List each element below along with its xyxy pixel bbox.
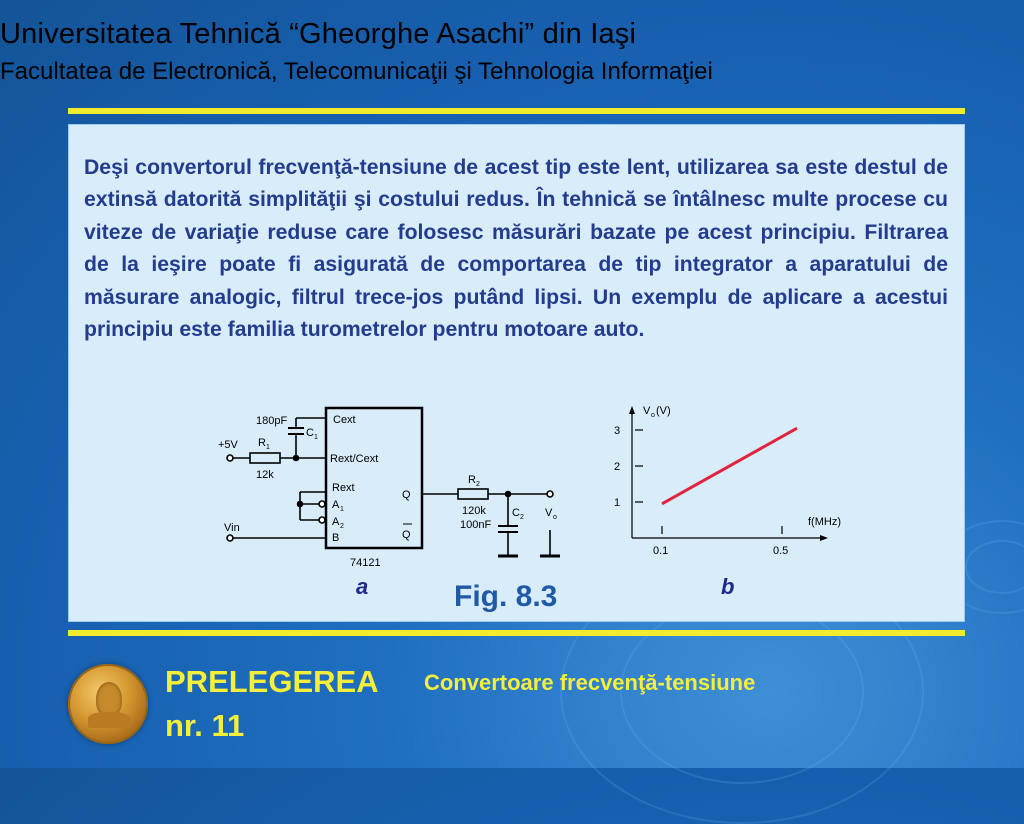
faculty-subtitle: Facultatea de Electronică, Telecomunicaţii şi Tehnologia Informaţiei: [0, 58, 713, 85]
lecture-number: nr. 11: [165, 708, 245, 743]
x-axis-label: f(MHz): [808, 516, 841, 528]
vo-label: V: [545, 507, 553, 519]
circuit-diagram: [200, 396, 600, 576]
pin-rext-cext: Rext/Cext: [330, 453, 379, 465]
vin-label: Vin: [224, 522, 240, 534]
c2-value: 100nF: [460, 519, 492, 531]
figure-label-b: b: [721, 574, 735, 599]
resistor-r1: [250, 453, 280, 463]
body-paragraph: Deşi convertorul frecvenţă-tensiune de acest tip este lent, utilizarea sa este destul de extinsă datorită simplităţii şi costului redus. În tehnică se întâlnesc multe procese cu viteze de variaţie reduse care folosesc măsurări bazate pe acest principiu. Filtrarea de la ieşire poate fi asigurată de comportarea de tip integrator a aparatului de măsurare analogic, filtrul trece-jos putând lipsi. Un exemplu de aplicare a acestui principiu este familia turometrelor pentru motoare auto.: [84, 156, 948, 342]
pin-a1: A: [332, 499, 340, 511]
cap-c1-label: C: [306, 427, 314, 439]
pin-cext: Cext: [333, 414, 356, 426]
figure-label-a: a: [356, 574, 369, 599]
y-axis-label: V: [643, 405, 651, 417]
r2-value: 120k: [462, 505, 486, 517]
x-tick-label: 0.5: [773, 545, 789, 557]
pin-b: B: [332, 532, 340, 544]
pin-qbar: Q: [402, 529, 411, 541]
svg-text:(V): (V): [656, 405, 671, 417]
svg-text:2: 2: [520, 514, 524, 521]
resistor-r2: [458, 489, 488, 499]
figure-caption: Fig. 8.3: [454, 580, 558, 613]
university-title: Universitatea Tehnică “Gheorghe Asachi” din Iaşi: [0, 18, 637, 50]
university-medal-logo: [68, 664, 148, 744]
svg-text:o: o: [553, 514, 557, 521]
c2-label: C: [512, 507, 520, 519]
pin-q: Q: [402, 489, 411, 501]
chip-name: 74121: [350, 557, 381, 569]
series-line: [662, 428, 797, 504]
y-tick-label: 1: [614, 497, 621, 509]
top-divider: [68, 108, 965, 114]
r1-label: R: [258, 437, 266, 449]
pin-a2: A: [332, 516, 340, 528]
svg-text:1: 1: [314, 434, 318, 441]
bottom-divider: [68, 630, 965, 636]
svg-text:2: 2: [340, 523, 344, 530]
r2-label: R: [468, 474, 476, 486]
r1-value: 12k: [256, 469, 274, 481]
y-tick-label: 3: [614, 425, 621, 437]
lecture-subtitle: Convertoare frecvenţă-tensiune: [424, 670, 756, 695]
y-tick-label: 2: [614, 461, 621, 473]
svg-text:1: 1: [266, 444, 270, 451]
svg-text:o: o: [651, 412, 655, 419]
x-tick-label: 0.1: [653, 545, 669, 557]
vo-frequency-graph: [600, 398, 860, 568]
svg-text:2: 2: [476, 481, 480, 488]
pin-rext: Rext: [332, 482, 355, 494]
lecture-title: PRELEGEREA: [165, 664, 379, 699]
cap-c1-value: 180pF: [256, 415, 288, 427]
svg-text:1: 1: [340, 506, 344, 513]
supply-label: +5V: [218, 439, 238, 451]
